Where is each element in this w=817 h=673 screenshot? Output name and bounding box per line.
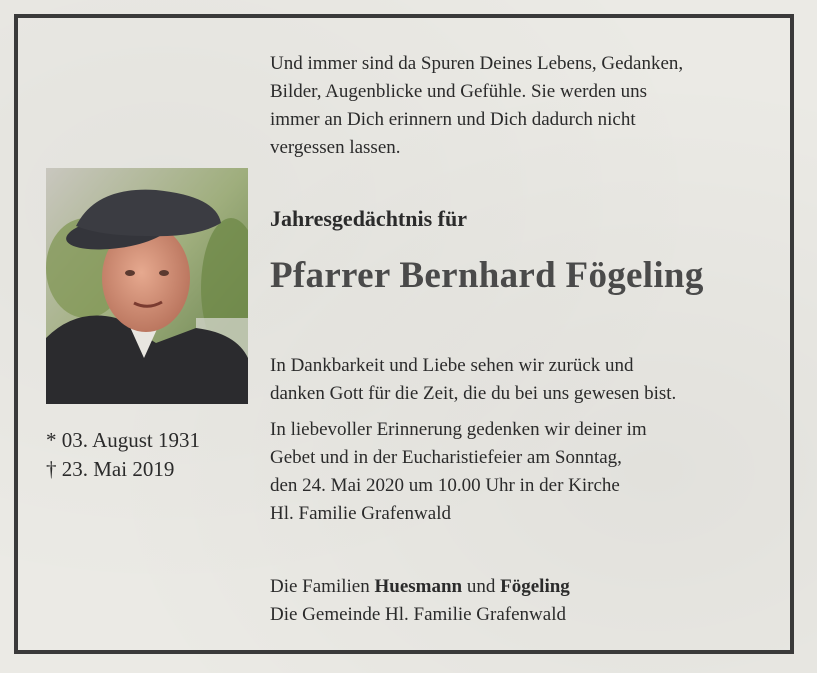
memorial-line: Hl. Familie Grafenwald: [270, 503, 451, 524]
quote-text: [270, 50, 683, 162]
signature-prefix: Die Familien: [270, 576, 375, 597]
signature: [270, 573, 570, 629]
quote-line: immer an Dich erinnern und Dich dadurch nicht: [270, 109, 636, 130]
thanks-line: danken Gott für die Zeit, die du bei uns gewesen bist.: [270, 383, 677, 404]
memorial-line: In liebevoller Erinnerung gedenken wir deiner im: [270, 419, 647, 440]
signature-connector: und: [462, 576, 501, 597]
death-date: † 23. Mai 2019: [46, 457, 175, 481]
birth-date: * 03. August 1931: [46, 428, 201, 452]
memorial-line: Gebet und in der Eucharistiefeier am Sonntag,: [270, 447, 622, 468]
life-dates: [46, 426, 200, 484]
memorial-subtitle: Jahresgedächtnis für: [270, 206, 467, 231]
memorial-line: den 24. Mai 2020 um 10.00 Uhr in der Kirche: [270, 475, 620, 496]
family-name-1: Huesmann: [374, 576, 463, 597]
quote-line: Bilder, Augenblicke und Gefühle. Sie werden uns: [270, 81, 648, 102]
family-name-2: Fögeling: [500, 576, 570, 597]
quote-line: vergessen lassen.: [270, 137, 401, 158]
signature-parish: Die Gemeinde Hl. Familie Grafenwald: [270, 604, 566, 625]
quote-line: Und immer sind da Spuren Deines Lebens, Gedanken,: [270, 53, 684, 74]
deceased-name: Pfarrer Bernhard Fögeling: [270, 255, 704, 296]
memorial-text: [270, 416, 647, 528]
portrait-photo: [46, 168, 248, 404]
thanks-line: In Dankbarkeit und Liebe sehen wir zurück und: [270, 355, 634, 376]
thanks-text: [270, 352, 676, 408]
signature-families: [270, 573, 570, 601]
